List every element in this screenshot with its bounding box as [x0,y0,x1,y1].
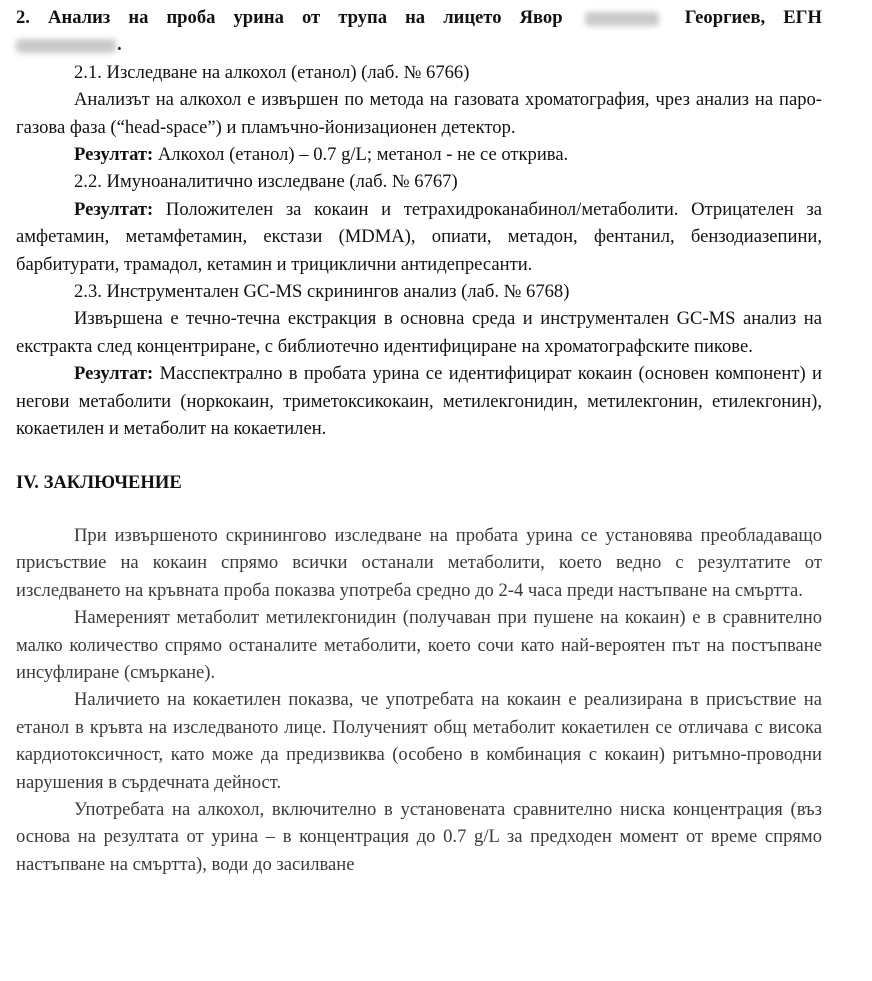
redacted-egn-block [16,39,116,53]
conclusion-paragraph-2: Намереният метаболит метилекгонидин (получаван при пушене на кокаин) е в сравнително малко количество спрямо останалите метаболити, което сочи като най-вероятен път на постъпване инсуфлиране (смъркане). [16,607,822,683]
result-label: Резултат: [74,198,154,220]
heading-text: Анализ на проба урина от трупа на лицето Явор [48,7,563,28]
document-page [16,4,822,878]
heading-egn-label: ЕГН [783,7,822,28]
section-2-1-body: Анализът на алкохол е извършен по метода на газовата хроматография, чрез анализ на паро-газова фаза (“head-space”) и пламъчно-йонизационен детектор. [16,89,822,138]
result-text: Положителен за кокаин и тетрахидроканабинол/метаболити. Отрицателен за амфетамин, метамфетамин, екстази (MDMA), опиати, метадон, фентанил, бензодиазепини, барбитурати, трамадол, кетамин и трициклични антидепресанти. [16,198,822,275]
heading-surname: Георгиев, [684,7,766,28]
result-label: Резултат: [74,144,154,166]
conclusion-paragraph-1: При извършеното скринингово изследване на пробата урина се установява преобладаващо присъствие на кокаин спрямо всички останали метаболити, което ведно с резултатите от изследването на кръвната проба показва употреба средно до 2-4 часа преди настъпване на смъртта. [16,524,822,601]
conclusion-paragraph-4: Употребата на алкохол, включително в установената сравнително ниска концентрация (въз основа на резултата от урина – в концентрация до 0.7 g/L за предходен момент от време спрямо настъпване на смъртта), води до засилване [16,798,822,875]
result-text: Масспектрално в пробата урина се идентифицират кокаин (основен компонент) и негови метаболити (норкокаин, триметоксикокаин, метилекгонидин, метилекгонин, етилекгонин), кокаетилен и метаболит на кокаетилен. [16,363,822,440]
section-2-1-result [16,141,822,168]
redacted-name-block [585,12,659,26]
result-label: Резултат: [74,363,154,385]
section-2-2-result [16,196,822,278]
conclusion-title: IV. ЗАКЛЮЧЕНИЕ [16,471,182,493]
section-2-3-result [16,360,822,442]
conclusion-paragraph-3: Наличието на кокаетилен показва, че употребата на кокаин е реализирана в присъствие на етанол в кръвта на изследваното лице. Полученият общ метаболит кокаетилен се отличава с висока кардиотоксичност, като може да предизвиква (особено в комбинация с кокаин) ритъмно-проводни нарушения в сърдечната дейност. [16,689,822,793]
section-2-3-body: Извършена е течно-течна екстракция в основна среда и инструментален GC-MS анализ на екстракта след концентриране, с библиотечно идентифициране на хроматографските пикове. [16,308,822,357]
section-2-3-title: 2.3. Инструментален GC-MS скринингов анализ (лаб. № 6768) [74,281,570,303]
result-text: Алкохол (етанол) – 0.7 g/L; метанол - не се открива. [157,144,569,166]
heading-egn-tail: . [117,34,122,56]
heading-egn-line [16,31,822,58]
section-2-2-title: 2.2. Имуноаналитично изследване (лаб. № 6767) [74,171,458,193]
page-bottom-fade [0,967,872,981]
section-2-1-title: 2.1. Изследване на алкохол (етанол) (лаб. № 6766) [74,61,470,83]
urine-analysis-heading [16,4,822,31]
heading-number: 2. [16,7,30,28]
